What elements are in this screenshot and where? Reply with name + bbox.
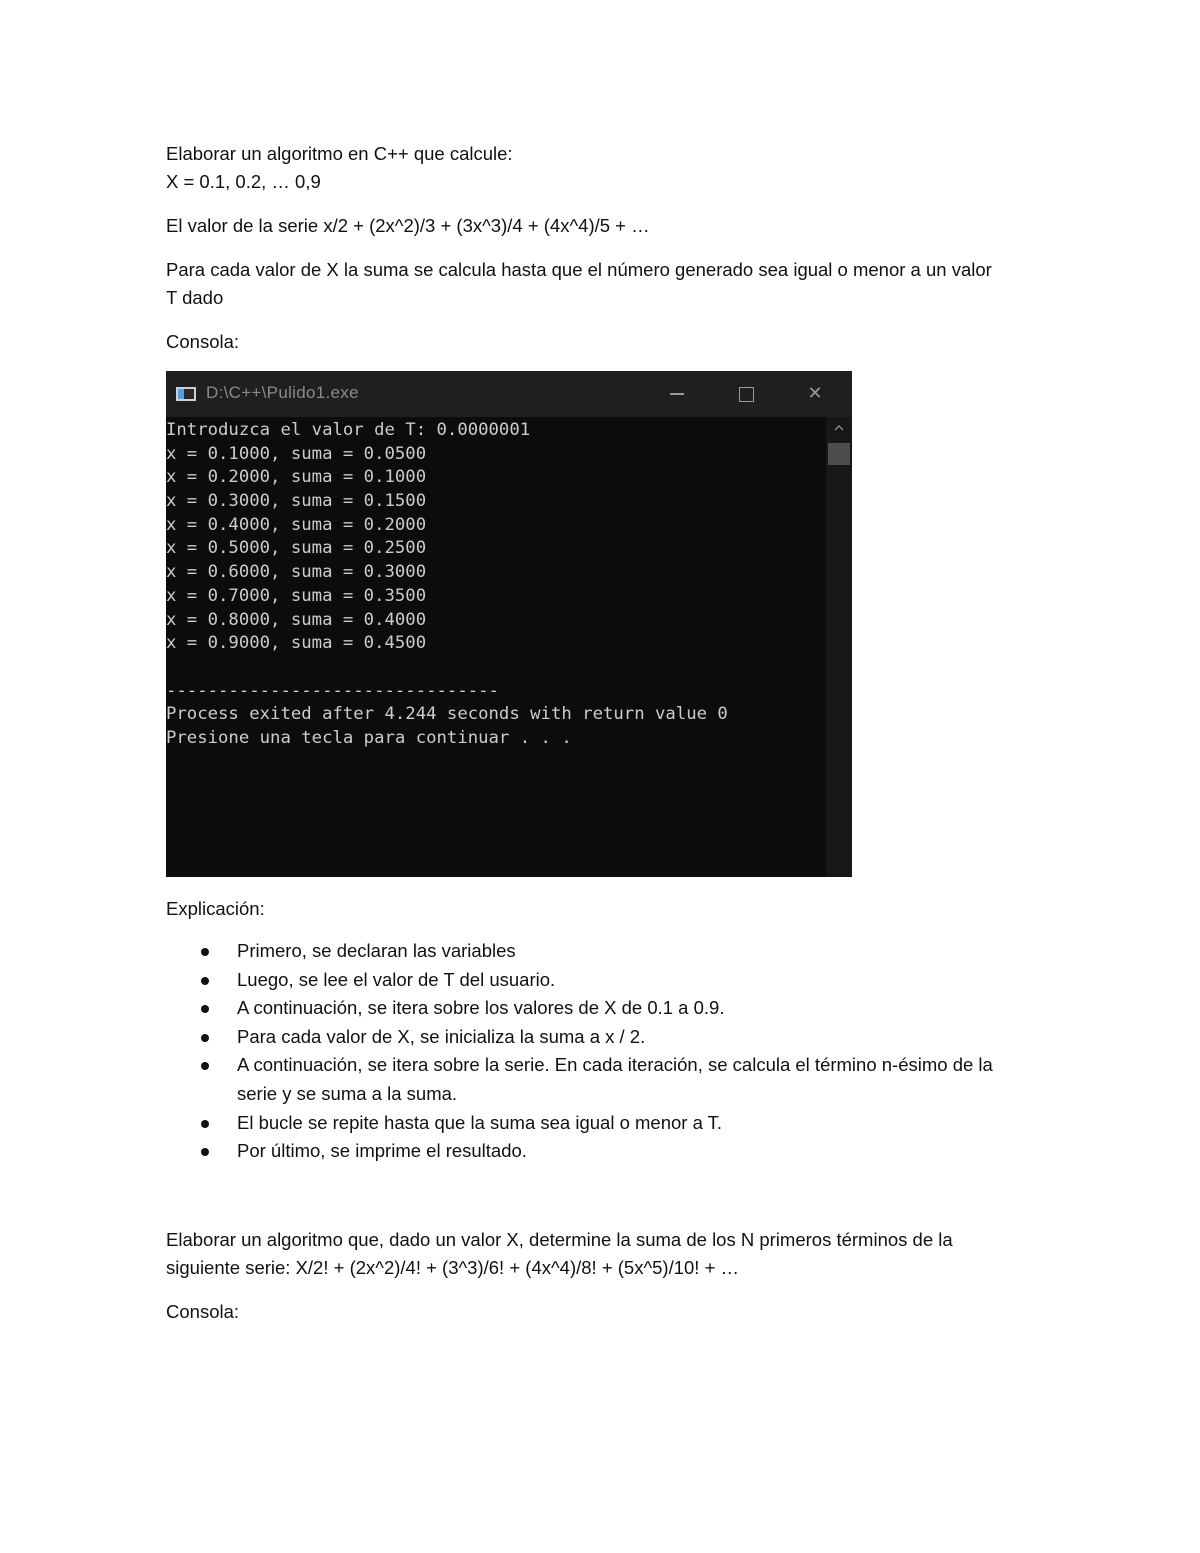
- list-item: Para cada valor de X, se inicializa la suma a x / 2.: [166, 1023, 1017, 1052]
- console-line: [166, 656, 826, 680]
- console-line: x = 0.6000, suma = 0.3000: [166, 562, 427, 583]
- list-item: A continuación, se itera sobre la serie. En cada iteración, se calcula el término n-ésimo de la serie y se suma a la suma.: [166, 1051, 1017, 1108]
- console-window-screenshot: [166, 371, 852, 877]
- console-output: [166, 419, 826, 751]
- console-line: x = 0.3000, suma = 0.1500: [166, 491, 427, 512]
- console-line: Process exited after 4.244 seconds with return value 0: [166, 704, 728, 725]
- scroll-thumb[interactable]: [828, 443, 850, 465]
- explanation-list: [166, 937, 1046, 1166]
- bullet-icon: [201, 977, 209, 985]
- console-line: x = 0.7000, suma = 0.3500: [166, 585, 427, 606]
- minimize-button[interactable]: [657, 379, 697, 409]
- list-item: Luego, se lee el valor de T del usuario.: [166, 966, 1017, 995]
- console-line: x = 0.9000, suma = 0.4500: [166, 633, 427, 654]
- bullet-icon: [201, 1034, 209, 1042]
- console-line: Presione una tecla para continuar . . .: [166, 727, 572, 748]
- bullet-icon: [201, 1148, 209, 1156]
- minimize-icon: [670, 393, 684, 395]
- condition-line-2: T dado: [166, 287, 224, 308]
- bullet-icon: [201, 1062, 209, 1070]
- close-button[interactable]: [795, 379, 835, 409]
- console-label-2: Consola:: [166, 1301, 240, 1322]
- console-line: x = 0.4000, suma = 0.2000: [166, 514, 427, 535]
- bullet-icon: [201, 948, 209, 956]
- console-line: x = 0.1000, suma = 0.0500: [166, 443, 427, 464]
- second-problem-section: [166, 1226, 1046, 1326]
- second-problem-line-1: Elaborar un algoritmo que, dado un valor X, determine la suma de los N primeros términos de la: [166, 1229, 953, 1250]
- console-line: x = 0.2000, suma = 0.1000: [166, 467, 427, 488]
- close-icon: ✕: [807, 383, 823, 404]
- console-separator: --------------------------------: [166, 680, 499, 701]
- explanation-heading: Explicación:: [166, 898, 265, 919]
- console-scrollbar[interactable]: [826, 417, 852, 877]
- condition-line-1: Para cada valor de X la suma se calcula hasta que el número generado sea igual o menor a un valor: [166, 259, 992, 280]
- console-line: x = 0.8000, suma = 0.4000: [166, 609, 427, 630]
- bullet-icon: [201, 1120, 209, 1128]
- second-problem-line-2: siguiente serie: X/2! + (2x^2)/4! + (3^3)/6! + (4x^4)/8! + (5x^5)/10! + …: [166, 1257, 740, 1278]
- intro-line-1: Elaborar un algoritmo en C++ que calcule:: [166, 143, 513, 164]
- series-statement: El valor de la serie x/2 + (2x^2)/3 + (3x^3)/4 + (4x^4)/5 + …: [166, 215, 650, 236]
- console-title-bar: [166, 371, 852, 417]
- scroll-up-arrow-icon[interactable]: [834, 421, 844, 436]
- console-title: D:\C++\Pulido1.exe: [206, 383, 359, 402]
- console-line: Introduzca el valor de T: 0.0000001: [166, 420, 531, 440]
- explanation-section: [166, 895, 1046, 1166]
- console-label: Consola:: [166, 331, 240, 352]
- bullet-icon: [201, 1005, 209, 1013]
- maximize-icon: [739, 387, 754, 402]
- maximize-button[interactable]: [726, 379, 766, 409]
- list-item: Primero, se declaran las variables: [166, 937, 1017, 966]
- console-app-icon: [176, 387, 196, 401]
- intro-section: [166, 140, 1046, 356]
- intro-line-2: X = 0.1, 0.2, … 0,9: [166, 171, 321, 192]
- list-item: El bucle se repite hasta que la suma sea igual o menor a T.: [166, 1109, 1017, 1138]
- console-line: x = 0.5000, suma = 0.2500: [166, 538, 427, 559]
- list-item: Por último, se imprime el resultado.: [166, 1137, 1017, 1166]
- list-item: A continuación, se itera sobre los valores de X de 0.1 a 0.9.: [166, 994, 1017, 1023]
